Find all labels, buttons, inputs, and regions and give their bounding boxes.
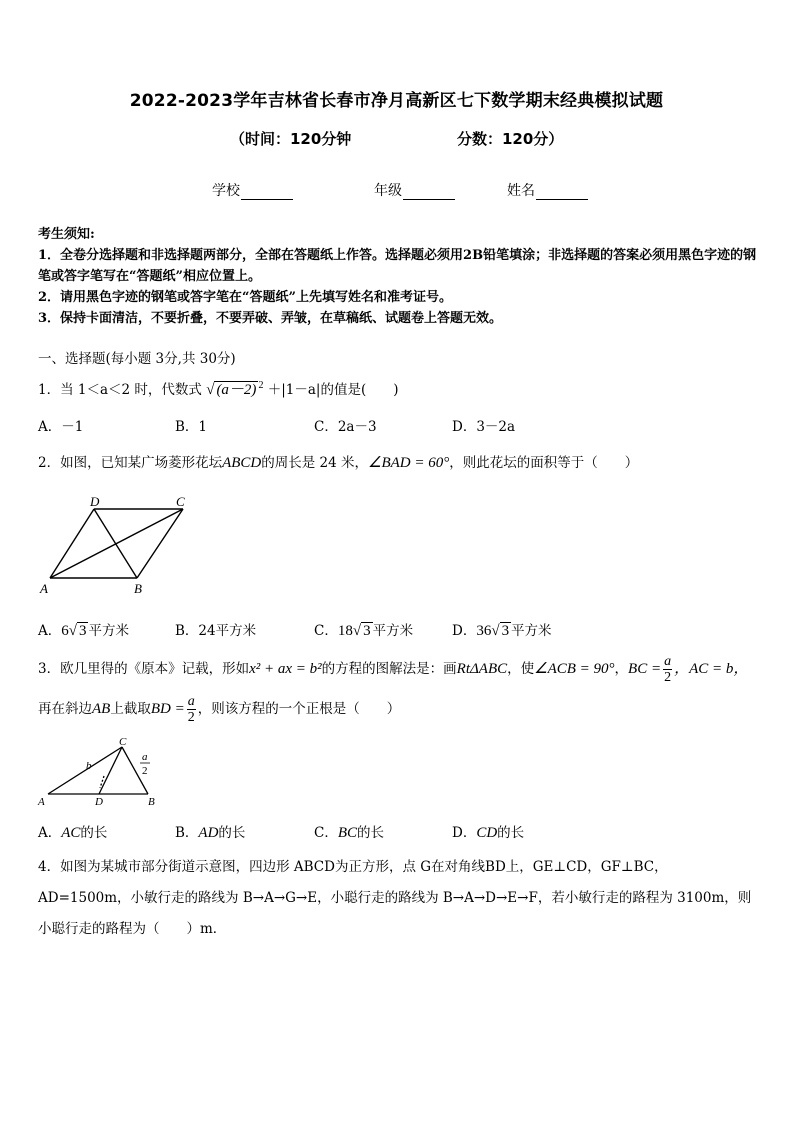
q3-text: ，则该方程的一个正根是（ ） xyxy=(197,701,401,717)
option-radicand: 3 xyxy=(363,623,371,639)
grade-blank[interactable] xyxy=(403,185,455,200)
q1-sqrt: √ (a－2) $^2$ xyxy=(206,380,264,398)
q3-text: 上截取 xyxy=(110,701,151,717)
question-1 xyxy=(38,378,399,399)
question-4: 4．如图为某城市部分街道示意图，四边形 ABCD为正方形，点 G在对角线BD上，GE⊥CD，GF⊥BC，AD=1500m，小敏行走的路线为 B→A→G→E，小聪行走的路线为 B→A→D→E→F，若小敏行走的路程为 3100m，则小聪行走的路程为（ ）m． xyxy=(38,859,752,937)
q2-option-d[interactable] xyxy=(452,619,552,640)
name-label: 姓名 xyxy=(507,183,535,199)
option-coef: 36 xyxy=(476,623,492,639)
option-value: 36√ 3 xyxy=(476,623,510,639)
grade-label: 年级 xyxy=(374,183,402,199)
rhombus-figure xyxy=(36,494,196,598)
q2-angle: ∠BAD = 60° xyxy=(368,455,450,471)
option-coef: 24 xyxy=(198,623,216,639)
section-heading: 一、选择题(每小题 3分,共 30分) xyxy=(38,351,236,367)
option-letter: C． xyxy=(314,825,338,841)
q3-text: ，使 xyxy=(507,661,535,677)
q3-option-a[interactable] xyxy=(38,821,107,842)
q3-angle: ∠ACB = 90° xyxy=(534,661,615,677)
option-segment: CD xyxy=(476,825,498,841)
exam-time: （时间：120分钟 xyxy=(230,130,352,148)
exam-notice xyxy=(38,224,758,329)
label-b-side: b xyxy=(86,760,92,772)
label-c: C xyxy=(119,736,127,748)
option-letter: B． xyxy=(175,623,199,639)
option-segment: BC xyxy=(337,825,358,841)
q1-option-b[interactable]: B．1 xyxy=(175,419,208,435)
grade-field xyxy=(374,180,455,200)
option-radicand: 3 xyxy=(501,623,510,639)
fraction-denominator: 2 xyxy=(187,710,195,725)
q1-option-c[interactable]: C．2a－3 xyxy=(314,419,377,435)
label-b: B xyxy=(134,581,142,596)
label-c: C xyxy=(176,494,185,509)
q2-option-c[interactable] xyxy=(314,619,413,640)
q3-ab: AB xyxy=(92,701,111,717)
option-segment: AC xyxy=(61,825,81,841)
label-b: B xyxy=(148,796,155,808)
option-letter: A． xyxy=(38,825,62,841)
question-2 xyxy=(38,451,638,472)
q1-option-d[interactable]: D．3－2a xyxy=(452,419,516,435)
option-tail: 的长 xyxy=(80,825,108,841)
q3-text: 再在斜边 xyxy=(38,701,92,717)
q3-text: 的方程的图解法是：画 xyxy=(321,661,457,677)
option-letter: A． xyxy=(38,623,62,639)
option-letter: B． xyxy=(175,825,199,841)
q3-text: 3．欧几里得的《原本》记载，形如 xyxy=(38,661,250,677)
rhombus-side-cb xyxy=(137,509,183,578)
notice-item: 3．保持卡面清洁，不要折叠，不要弄破、弄皱，在草稿纸、试题卷上答题无效。 xyxy=(38,311,503,326)
q2-option-a[interactable] xyxy=(38,619,129,640)
option-radicand: 3 xyxy=(78,623,87,639)
exam-score: 分数：120分） xyxy=(457,130,564,148)
q2-prefix: 2．如图，已知某广场菱形花坛 xyxy=(38,455,223,471)
option-letter: C． xyxy=(314,623,338,639)
notice-item: 1．全卷分选择题和非选择题两部分，全部在答题纸上作答。选择题必须用2B铅笔填涂；非选择题的答案必须用黑色字迹的钢笔或答字笔写在“答题纸”相应位置上。 xyxy=(38,248,757,284)
label-a-side: a xyxy=(142,751,148,763)
triangle-figure xyxy=(34,736,166,808)
q3-option-b[interactable] xyxy=(175,821,245,842)
option-value: 18√ 3 xyxy=(337,623,371,639)
q2-middle: 的周长是 24 米， xyxy=(261,455,369,471)
school-field xyxy=(212,180,293,200)
name-field xyxy=(507,180,588,200)
fraction-denominator: 2 xyxy=(664,670,672,685)
q3-bc: BC = xyxy=(628,661,662,677)
option-letter: D． xyxy=(452,825,477,841)
q2-option-b[interactable] xyxy=(175,619,256,639)
label-a: A xyxy=(40,581,48,596)
rhombus-diagonal-ac xyxy=(50,509,183,578)
q1-option-a[interactable]: A．－1 xyxy=(38,419,84,435)
q3-fraction xyxy=(187,694,196,725)
q3-option-d[interactable] xyxy=(452,821,524,842)
q1-sup: 2 xyxy=(258,380,264,391)
q1-prefix: 1．当 1＜a＜2 时，代数式 xyxy=(38,382,202,398)
option-tail: 的长 xyxy=(497,825,525,841)
label-a: A xyxy=(38,796,45,808)
option-unit: 平方米 xyxy=(511,623,552,639)
question-3-line-1: 3．欧几里得的《原本》记载，形如x² + ax = b²的方程的图解法是：画RtΔABC，使∠ACB = 90°，BC = $\frac{a}{2}$ ，AC = b， xyxy=(38,654,749,685)
page-title: 2022-2023学年吉林省长春市净月高新区七下数学期末经典模拟试题 xyxy=(129,91,664,111)
option-unit: 平方米 xyxy=(215,623,257,639)
option-segment: AD xyxy=(198,825,219,841)
option-unit: 平方米 xyxy=(88,623,129,639)
q2-suffix: ，则此花坛的面积等于（ ） xyxy=(449,455,639,471)
fraction-numerator: a xyxy=(664,654,672,669)
option-coef: 6 xyxy=(61,623,69,639)
q3-option-c[interactable] xyxy=(314,821,384,842)
option-unit: 平方米 xyxy=(372,623,414,639)
option-value: 6√ 3 xyxy=(61,623,87,639)
option-letter: D． xyxy=(452,623,477,639)
label-d: D xyxy=(90,494,100,509)
label-2: 2 xyxy=(142,765,148,777)
notice-item: 2．请用黑色字迹的钢笔或答字笔在“答题纸”上先填写姓名和准考证号。 xyxy=(38,290,453,305)
q3-ac: ，AC = b， xyxy=(674,661,749,677)
school-label: 学校 xyxy=(212,183,240,199)
q3-triangle: RtΔABC xyxy=(456,661,508,677)
q1-suffix: ＋|1－a|的值是( ) xyxy=(267,382,399,398)
name-blank[interactable] xyxy=(536,185,588,200)
rhombus-diagonal-db xyxy=(94,509,137,578)
q1-sqrt-inner: (a－2) xyxy=(216,382,257,398)
rhombus-side-ad xyxy=(50,509,94,578)
q2-abcd: ABCD xyxy=(222,455,262,471)
school-blank[interactable] xyxy=(241,185,293,200)
q3-fraction xyxy=(663,654,672,685)
option-coef: 18 xyxy=(337,623,353,639)
q3-bd: BD = xyxy=(150,701,185,717)
fraction-numerator: a xyxy=(187,694,195,709)
question-3-line-2 xyxy=(38,694,400,725)
label-d: D xyxy=(95,796,103,808)
option-tail: 的长 xyxy=(357,825,385,841)
q3-equation: x² + ax = b² xyxy=(249,661,322,677)
notice-heading: 考生须知: xyxy=(38,227,95,242)
option-tail: 的长 xyxy=(218,825,246,841)
